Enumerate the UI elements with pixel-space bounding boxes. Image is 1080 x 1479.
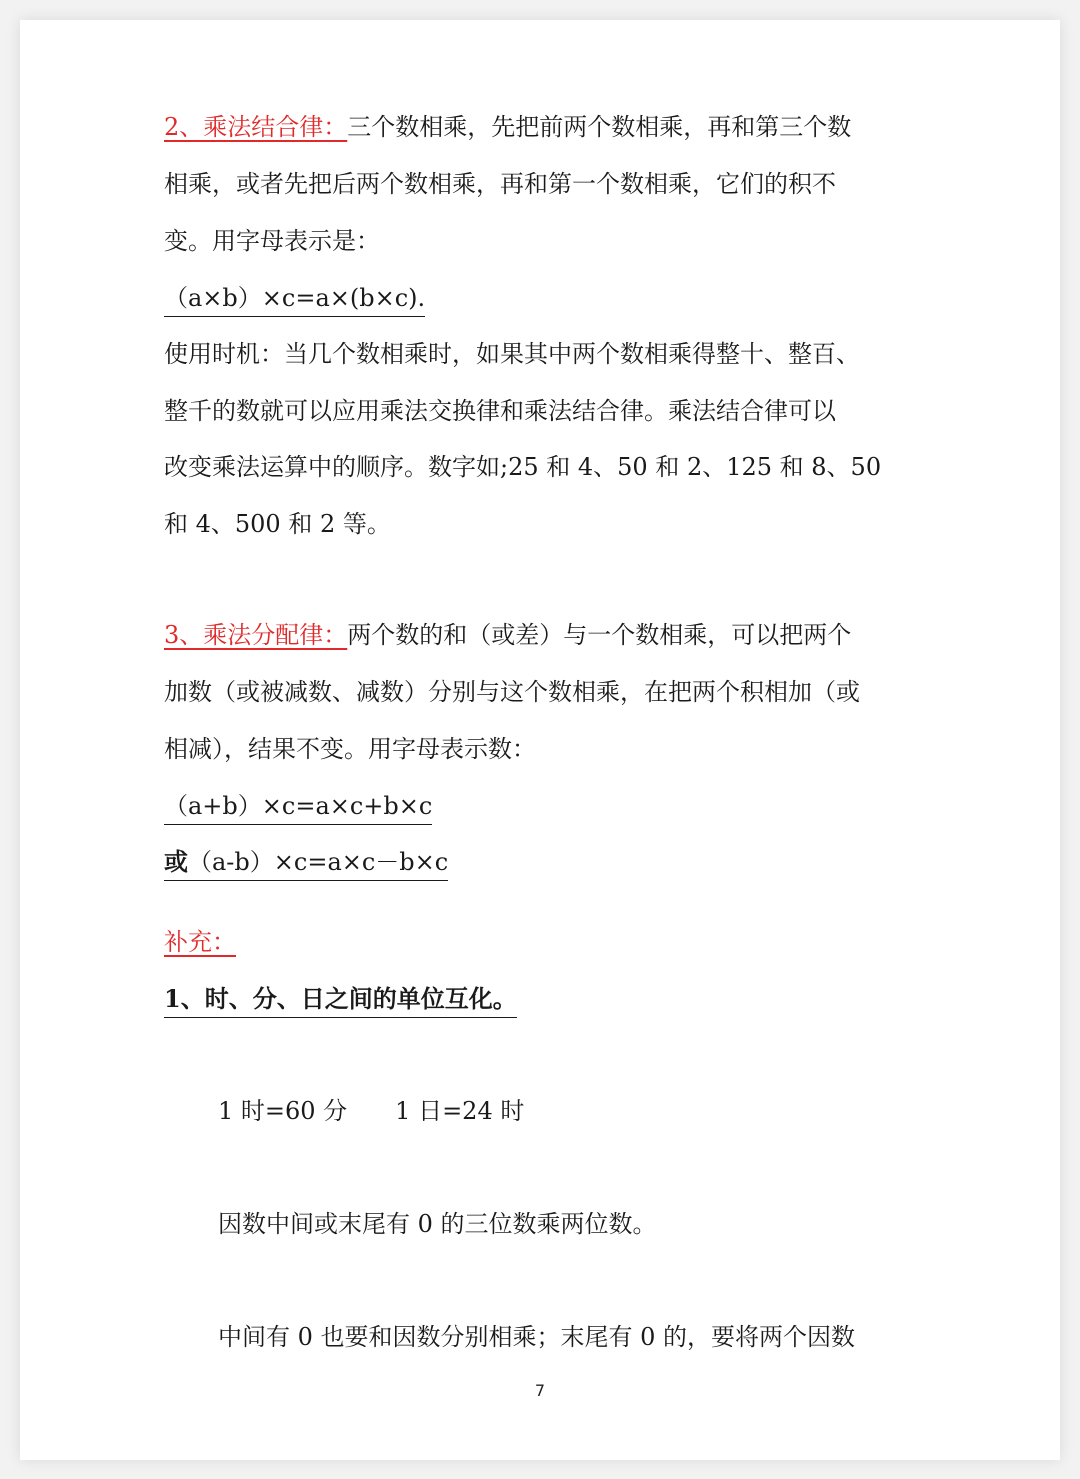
section-2-usage-1: 使用时机：当几个数相乘时，如果其中两个数相乘得整十、整百、	[164, 340, 860, 368]
section-2-line-1	[164, 111, 851, 143]
supplement-heading-line	[164, 926, 248, 958]
section-3-line-1	[164, 619, 851, 651]
section-2-heading: 2、乘法结合律：	[164, 113, 348, 141]
section-3-formula-2-line	[164, 846, 448, 881]
page-number: 7	[534, 1381, 546, 1400]
section-2-usage-4: 和 4、500 和 2 等。	[164, 510, 391, 538]
supplement-item-1: 1、时、分、日之间的单位互化。	[164, 983, 517, 1018]
section-2-formula: （a×b）×c=a×(b×c).	[164, 282, 425, 317]
section-2-formula-line	[164, 282, 425, 317]
section-3-line-3: 相减），结果不变。用字母表示数：	[164, 735, 536, 763]
supplement-item-1-line	[164, 983, 517, 1018]
section-3-formula-1-line	[164, 790, 432, 825]
formula-2-prefix: 或	[164, 847, 188, 876]
section-2-usage-2: 整千的数就可以应用乘法交换律和乘法结合律。乘法结合律可以	[164, 397, 836, 425]
section-3-formula-1: （a+b）×c=a×c+b×c	[164, 790, 432, 825]
supplement-heading: 补充：	[164, 928, 236, 956]
section-3-formula-2: （a-b）×c=a×c－b×c	[188, 848, 449, 876]
section-3-text: 两个数的和（或差）与一个数相乘，可以把两个	[347, 621, 852, 649]
section-2-usage-3: 改变乘法运算中的顺序。数字如;25 和 4、50 和 2、125 和 8、50	[164, 453, 882, 481]
section-2-text: 三个数相乘，先把前两个数相乘，再和第三个数	[347, 113, 852, 141]
section-3-line-2: 加数（或被减数、减数）分别与这个数相乘，在把两个积相加（或	[164, 678, 860, 706]
supplement-para-2: 中间有 0 也要和因数分别相乘；末尾有 0 的，要将两个因数	[218, 1323, 856, 1351]
section-3-heading: 3、乘法分配律：	[164, 621, 348, 649]
supplement-para-1: 因数中间或末尾有 0 的三位数乘两位数。	[218, 1210, 657, 1238]
unit-conversion: 1 时=60 分 1 日=24 时	[218, 1097, 525, 1125]
section-2-line-3: 变。用字母表示是：	[164, 227, 380, 255]
section-2-line-2: 相乘，或者先把后两个数相乘，再和第一个数相乘，它们的积不	[164, 170, 836, 198]
